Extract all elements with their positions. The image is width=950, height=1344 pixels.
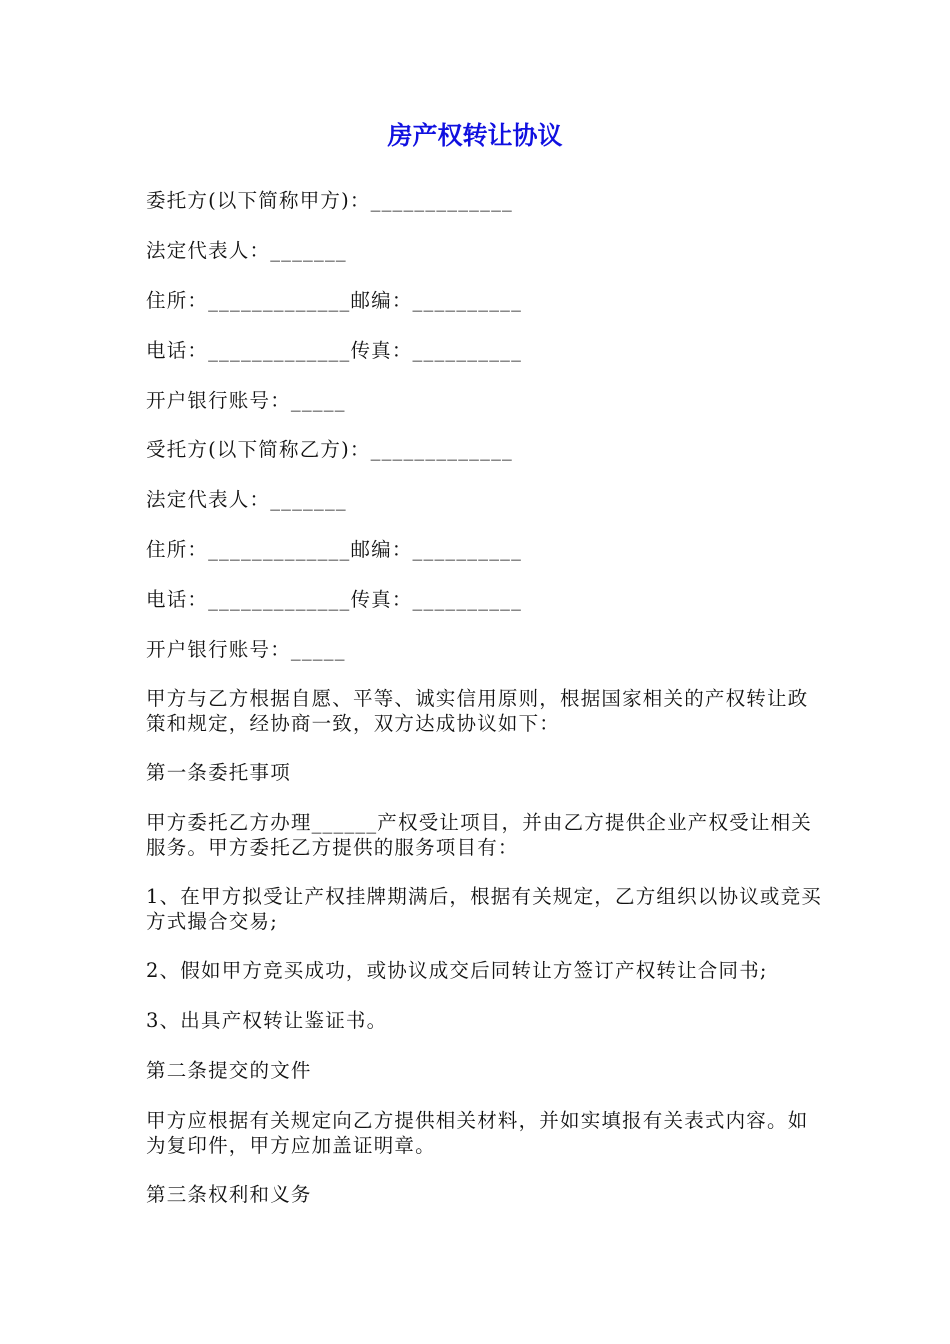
- article-two-heading: 第二条提交的文件: [146, 1059, 312, 1082]
- party-a-address: 住所：_____________邮编：__________: [146, 289, 523, 312]
- article-one-item-3: 3、出具产权转让鉴证书。: [146, 1009, 388, 1032]
- article-one-item-1: 1、在甲方拟受让产权挂牌期满后，根据有关规定，乙方组织以协议或竞买方式撮合交易;: [146, 885, 823, 933]
- article-one-heading: 第一条委托事项: [146, 761, 291, 784]
- party-b-line: 受托方(以下简称乙方)：_____________: [146, 438, 513, 461]
- party-b-representative: 法定代表人：_______: [146, 488, 347, 511]
- article-two-paragraph: 甲方应根据有关规定向乙方提供相关材料，并如实填报有关表式内容。如为复印件，甲方应加盖证明章。: [146, 1109, 809, 1157]
- party-a-representative: 法定代表人：_______: [146, 239, 347, 262]
- article-one-item-2: 2、假如甲方竞买成功，或协议成交后同转让方签订产权转让合同书;: [146, 959, 768, 982]
- article-one-paragraph: 甲方委托乙方办理______产权受让项目，并由乙方提供企业产权受让相关服务。甲方委托乙方提供的服务项目有：: [146, 811, 813, 859]
- party-b-phone: 电话：_____________传真：__________: [146, 588, 523, 611]
- article-three-heading: 第三条权利和义务: [146, 1183, 312, 1206]
- party-a-line: 委托方(以下简称甲方)：_____________: [146, 189, 513, 212]
- party-b-address: 住所：_____________邮编：__________: [146, 538, 523, 561]
- party-a-phone: 电话：_____________传真：__________: [146, 339, 523, 362]
- document-title: 房产权转让协议: [387, 121, 563, 150]
- agreement-preamble: 甲方与乙方根据自愿、平等、诚实信用原则，根据国家相关的产权转让政策和规定，经协商一致，双方达成协议如下：: [146, 687, 809, 735]
- party-b-bank-account: 开户银行账号：_____: [146, 638, 346, 661]
- party-a-bank-account: 开户银行账号：_____: [146, 389, 346, 412]
